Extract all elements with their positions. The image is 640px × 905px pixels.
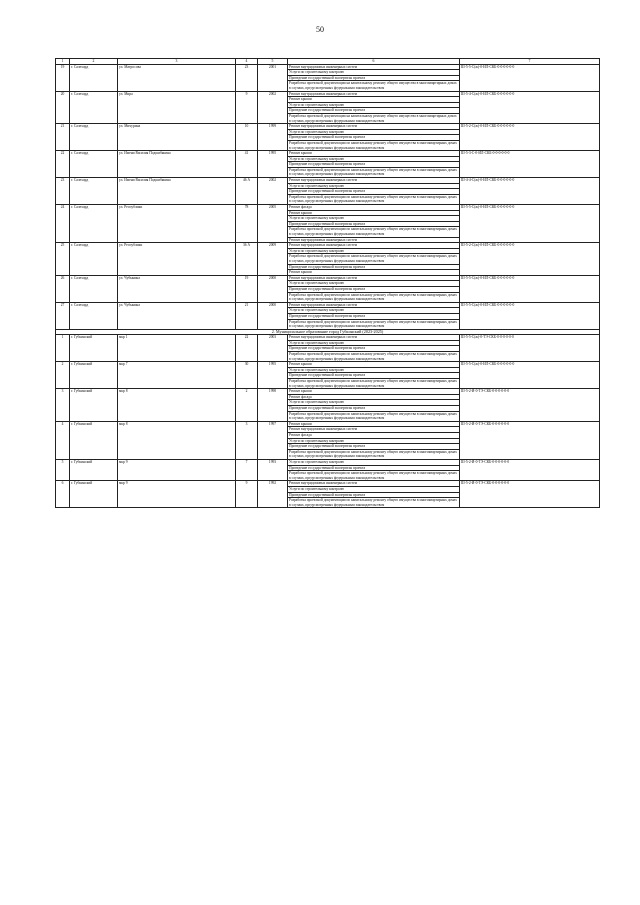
table-row	[56, 178, 600, 184]
city-cell: г. Салехард	[70, 205, 118, 243]
city-cell: г. Салехард	[70, 64, 118, 91]
year-cell: 1995	[258, 362, 288, 389]
work-type-cell: Ремонт крыши	[288, 362, 460, 368]
house-cell: 9	[236, 481, 258, 508]
table-row	[56, 124, 600, 130]
building-code-cell: Ш-4-4-С(ж)-0-ИЛ-СКБ-0-0-0-0-0-0	[460, 178, 600, 205]
house-cell: 2	[236, 389, 258, 422]
street-cell: ул. Чубынина	[118, 302, 236, 329]
city-cell: г. Салехард	[70, 91, 118, 124]
year-cell: 2002	[258, 91, 288, 124]
work-type-cell: Ремонт внутридомовых инженерных систем	[288, 178, 460, 184]
building-code-cell: Ш-5-5-С(ж)-0-ИЛ-СКБ-0-0-0-0-0-0	[460, 362, 600, 389]
building-code-cell: Ш-5-2-И-0-ТЭ-СКБ-0-0-0-0-0-0	[460, 459, 600, 480]
street-cell: мкр 9	[118, 481, 236, 508]
section-title: 2. Муниципальное образование город Губкинский (2023-2025)	[56, 329, 600, 335]
work-type-cell: Проведение государственной экспертизы проекта	[288, 444, 460, 450]
street-cell: ул. Республики	[118, 243, 236, 276]
work-type-cell: Разработка проектной документации по капитальному ремонту общего имущества в многоквартирных домах в случаях, предусмотренных федеральным законодательством	[288, 471, 460, 481]
table-row	[56, 459, 600, 465]
work-type-cell: Ремонт внутридомовых инженерных систем	[288, 124, 460, 130]
street-cell: ул. Матросова	[118, 64, 236, 91]
street-cell: мкр 8	[118, 421, 236, 459]
city-cell: г. Салехард	[70, 178, 118, 205]
row-number: 27	[56, 302, 70, 329]
row-number: 4	[56, 421, 70, 459]
street-cell: ул. Имени Василия Подшибякина	[118, 178, 236, 205]
work-type-cell: Ремонт внутридомовых инженерных систем	[288, 275, 460, 281]
table-row	[56, 335, 600, 341]
street-cell: мкр 1	[118, 335, 236, 362]
street-cell: мкр 7	[118, 362, 236, 389]
work-type-cell: Разработка проектной документации по капитальному ремонту общего имущества в многоквартирных домах в случаях, предусмотренных федеральным законодательством	[288, 498, 460, 508]
work-type-cell: Услуги по строительному контролю	[288, 70, 460, 76]
work-type-cell: Услуги по строительному контролю	[288, 308, 460, 314]
row-number: 21	[56, 124, 70, 151]
header-cell: 2	[70, 59, 118, 65]
street-cell: мкр 9	[118, 459, 236, 480]
house-cell: 46 А	[236, 178, 258, 205]
row-number: 3	[56, 389, 70, 422]
work-type-cell: Ремонт фасада	[288, 394, 460, 400]
work-type-cell: Услуги по строительному контролю	[288, 281, 460, 287]
work-type-cell: Разработка проектной документации по капитальному ремонту общего имущества в многоквартирных домах в случаях, предусмотренных федеральным законодательством	[288, 227, 460, 237]
work-type-cell: Ремонт внутридомовых инженерных систем	[288, 237, 460, 243]
building-code-cell: Ш-5-5-С(ж)-0-ИЛ-СКБ-0-0-0-0-0-0	[460, 302, 600, 329]
header-cell: 4	[236, 59, 258, 65]
row-number: 5	[56, 459, 70, 480]
work-type-cell: Проведение государственной экспертизы проекта	[288, 373, 460, 379]
header-cell: 7	[460, 59, 600, 65]
work-type-cell: Услуги по строительному контролю	[288, 248, 460, 254]
work-type-cell: Услуги по строительному контролю	[288, 486, 460, 492]
work-type-cell: Ремонт крыши	[288, 421, 460, 427]
work-type-cell: Проведение государственной экспертизы проекта	[288, 313, 460, 319]
building-code-cell: Ш-5-5-С(ж)-0-ИЛ-СКБ-0-0-0-0-0-0	[460, 275, 600, 302]
work-type-cell: Разработка проектной документации по капитальному ремонту общего имущества в многоквартирных домах в случаях, предусмотренных федеральным законодательством	[288, 411, 460, 421]
work-type-cell: Услуги по строительному контролю	[288, 129, 460, 135]
header-cell: 5	[258, 59, 288, 65]
work-type-cell: Ремонт крыши	[288, 389, 460, 395]
city-cell: г. Салехард	[70, 275, 118, 302]
work-type-cell: Проведение государственной экспертизы проекта	[288, 75, 460, 81]
work-type-cell: Ремонт крыши	[288, 270, 460, 276]
year-cell: 2002	[258, 178, 288, 205]
house-cell: 10	[236, 124, 258, 151]
work-type-cell: Разработка проектной документации по капитальному ремонту общего имущества в многоквартирных домах в случаях, предусмотренных федеральным законодательством	[288, 167, 460, 177]
row-number: 24	[56, 205, 70, 243]
street-cell: мкр 8	[118, 389, 236, 422]
year-cell: 2000	[258, 275, 288, 302]
year-cell: 2000	[258, 302, 288, 329]
house-cell: 78	[236, 205, 258, 243]
house-cell: 7	[236, 459, 258, 480]
work-type-cell: Ремонт крыши	[288, 151, 460, 157]
building-code-cell: Ш-5-2-С(ж)-0-ИЛ-СКБ-0-0-0-0-0-0	[460, 124, 600, 151]
work-type-cell: Ремонт внутридомовых инженерных систем	[288, 91, 460, 97]
city-cell: г. Салехард	[70, 243, 118, 276]
work-type-cell: Разработка проектной документации на капитальному ремонту общего имущества в многоквартирных домах в случаях, предусмотренных федеральным законодательством	[288, 81, 460, 91]
row-number: 23	[56, 178, 70, 205]
row-number: 6	[56, 481, 70, 508]
work-type-cell: Проведение государственной экспертизы проекта	[288, 286, 460, 292]
work-type-cell: Разработка проектной документации по капитальному ремонту общего имущества в многоквартирных домах в случаях, предусмотренных федеральным законодательством	[288, 254, 460, 264]
row-number: 19	[56, 64, 70, 91]
page-number: 50	[316, 25, 324, 34]
work-type-cell: Разработка проектной документации по капитальному ремонту общего имущества в многоквартирных домах в случаях, предусмотренных федеральным законодательством	[288, 292, 460, 302]
work-type-cell: Ремонт крыши	[288, 97, 460, 103]
work-type-cell: Услуги по строительному контролю	[288, 340, 460, 346]
header-cell: 3	[118, 59, 236, 65]
work-type-cell: Проведение государственной экспертизы проекта	[288, 108, 460, 114]
year-cell: 2001	[258, 64, 288, 91]
row-number: 20	[56, 91, 70, 124]
house-cell: 23	[236, 64, 258, 91]
city-cell: г. Губкинский	[70, 389, 118, 422]
work-type-cell: Ремонт крыши	[288, 210, 460, 216]
street-cell: ул. Имени Василия Подшибякина	[118, 151, 236, 178]
work-type-cell: Ремонт фасада	[288, 205, 460, 211]
house-cell: 21	[236, 302, 258, 329]
building-code-cell: Ш-5-5-С(ж)-0-ИЛ-СКБ-0-0-0-0-0-0	[460, 205, 600, 243]
building-code-cell: Ш-5-4-С(ж)-0-ИЛ-СКБ-0-0-0-0-0-0	[460, 91, 600, 124]
work-type-cell: Ремонт внутридомовых инженерных систем	[288, 335, 460, 341]
work-type-cell: Услуги по строительному контролю	[288, 400, 460, 406]
building-code-cell: Ш-5-2-С(ж)-0-ИЛ-СКБ-0-0-0-0-0-0	[460, 243, 600, 276]
work-type-cell: Проведение государственной экспертизы проекта	[288, 465, 460, 471]
building-code-cell: Ш-5-2-И-0-ТЭ-СКБ-0-0-0-0-0-0	[460, 389, 600, 422]
header-cell: 6	[288, 59, 460, 65]
work-type-cell: Проведение государственной экспертизы проекта	[288, 162, 460, 168]
year-cell: 2009	[258, 243, 288, 276]
year-cell: 1993	[258, 459, 288, 480]
year-cell: 1997	[258, 421, 288, 459]
building-code-cell: Ш-5-2-И-0-ТЭ-СКБ-0-0-0-0-0-0	[460, 481, 600, 508]
city-cell: г. Губкинский	[70, 335, 118, 362]
header-cell: 1	[56, 59, 70, 65]
work-type-cell: Проведение государственной экспертизы проекта	[288, 264, 460, 270]
work-type-cell: Проведение государственной экспертизы проекта	[288, 135, 460, 141]
work-type-cell: Ремонт внутридомовых инженерных систем	[288, 427, 460, 433]
repair-program-table	[55, 58, 600, 508]
work-type-cell: Проведение государственной экспертизы проекта	[288, 492, 460, 498]
year-cell: 1998	[258, 389, 288, 422]
city-cell: г. Губкинский	[70, 481, 118, 508]
street-cell: ул. Мичурина	[118, 124, 236, 151]
table-row	[56, 64, 600, 70]
row-number: 22	[56, 151, 70, 178]
work-type-cell: Разработка проектной документации по капитальному ремонту общего имущества в многоквартирных домах в случаях, предусмотренных федеральным законодательством	[288, 379, 460, 389]
street-cell: ул. Чубынина	[118, 275, 236, 302]
work-type-cell: Ремонт внутридомовых инженерных систем	[288, 481, 460, 487]
city-cell: г. Салехард	[70, 302, 118, 329]
year-cell: 1995	[258, 151, 288, 178]
table-row	[56, 243, 600, 249]
table-row	[56, 91, 600, 97]
city-cell: г. Губкинский	[70, 421, 118, 459]
house-cell: 41	[236, 151, 258, 178]
work-type-cell: Ремонт внутридомовых инженерных систем	[288, 243, 460, 249]
table-row	[56, 302, 600, 308]
work-type-cell: Проведение государственной экспертизы проекта	[288, 189, 460, 195]
work-type-cell: Ремонт внутридомовых инженерных систем	[288, 302, 460, 308]
work-type-cell: Разработка проектной документации по капитальному ремонту общего имущества в многоквартирных домах в случаях, предусмотренных федеральным законодательством	[288, 449, 460, 459]
work-type-cell: Разработка проектной документации по капитальному ремонту общего имущества в многоквартирных домах в случаях, предусмотренных федеральным законодательством	[288, 194, 460, 204]
year-cell: 1999	[258, 124, 288, 151]
work-type-cell: Услуги по строительному контролю	[288, 156, 460, 162]
building-code-cell: Ш-5-3-С-0-ИЛ-СКБ-0-0-0-0-0-0	[460, 151, 600, 178]
row-number: 1	[56, 335, 70, 362]
year-cell: 2005	[258, 205, 288, 243]
work-type-cell: Услуги по строительному контролю	[288, 102, 460, 108]
year-cell: 1992	[258, 481, 288, 508]
work-type-cell: Проведение государственной экспертизы проекта	[288, 221, 460, 227]
work-type-cell: Услуги по строительному контролю	[288, 216, 460, 222]
building-code-cell: Ш-5-5-С(ж)-0-ТЭ-СКБ-0-0-0-0-0-0	[460, 335, 600, 362]
city-cell: г. Салехард	[70, 124, 118, 151]
work-type-cell: Разработка проектной документации по капитальному ремонту общего имущества в многоквартирных домах в случаях, предусмотренных федеральным законодательством	[288, 319, 460, 329]
work-type-cell: Ремонт фасада	[288, 432, 460, 438]
work-type-cell: Разработка проектной документации по капитальному ремонту общего имущества в многоквартирных домах в случаях, предусмотренных федеральным законодательством	[288, 352, 460, 362]
work-type-cell: Разработка проектной документации на капитальному ремонту общего имущества в многоквартирных домах в случаях, предусмотренных федеральным законодательством	[288, 113, 460, 123]
house-cell: 36 А	[236, 243, 258, 276]
row-number: 2	[56, 362, 70, 389]
row-number: 26	[56, 275, 70, 302]
work-type-cell: Проведение государственной экспертизы проекта	[288, 346, 460, 352]
street-cell: ул. Республики	[118, 205, 236, 243]
work-type-cell: Услуги по строительному контролю	[288, 367, 460, 373]
work-type-cell: Ремонт внутридомовых инженерных систем	[288, 64, 460, 70]
city-cell: г. Салехард	[70, 151, 118, 178]
house-cell: 22	[236, 335, 258, 362]
house-cell: 19	[236, 275, 258, 302]
work-type-cell: Услуги по строительному контролю	[288, 459, 460, 465]
row-number: 25	[56, 243, 70, 276]
work-type-cell: Услуги по строительному контролю	[288, 438, 460, 444]
city-cell: г. Губкинский	[70, 459, 118, 480]
work-type-cell: Проведение государственной экспертизы проекта	[288, 406, 460, 412]
building-code-cell: Ш-5-2-И-0-ТЭ-СКБ-0-0-0-0-0-0	[460, 421, 600, 459]
house-cell: 30	[236, 362, 258, 389]
table-row	[56, 275, 600, 281]
street-cell: ул. Мира	[118, 91, 236, 124]
year-cell: 2003	[258, 335, 288, 362]
work-type-cell: Разработка проектной документации по капитальному ремонту общего имущества в многоквартирных домах в случаях, предусмотренных федеральным законодательством	[288, 140, 460, 150]
house-cell: 3	[236, 421, 258, 459]
table-row	[56, 481, 600, 487]
work-type-cell: Услуги по строительному контролю	[288, 183, 460, 189]
house-cell: 9	[236, 91, 258, 124]
city-cell: г. Губкинский	[70, 362, 118, 389]
building-code-cell: Ш-5-5-С(ж)-0-ИЛ-СКБ-0-0-0-0-0-0	[460, 64, 600, 91]
